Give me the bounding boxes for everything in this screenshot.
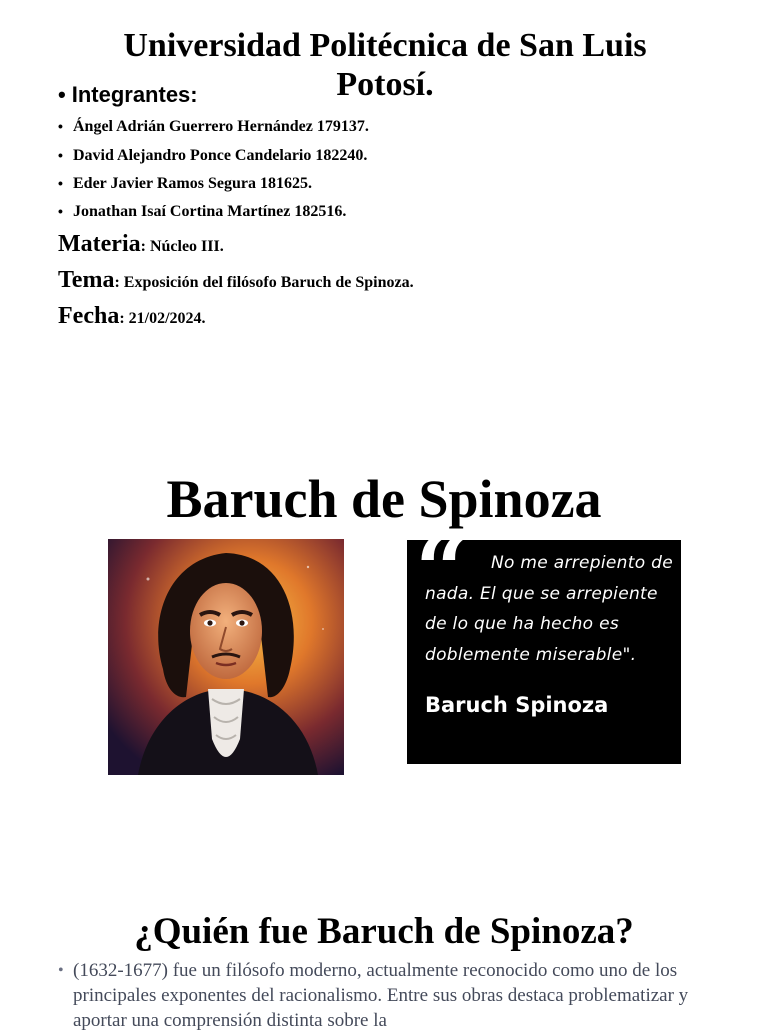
member-item [58,118,369,136]
member-item [58,147,367,165]
spinoza-title: Baruch de Spinoza [166,469,602,529]
tema-field: Tema: Exposición del filósofo Baruch de Spinoza. [58,267,414,293]
university-title: Universidad Politécnica de San Luis Potosí. [123,27,647,103]
quote-author: Baruch Spinoza [425,693,609,717]
member-name: Eder Javier Ramos Segura 181625. [73,175,312,192]
tema-label: Tema [58,267,115,293]
integrantes-heading: • Integrantes: [58,82,198,107]
member-name: Jonathan Isaí Cortina Martínez 182516. [73,203,347,220]
materia-value: Núcleo III. [149,238,224,255]
who-title: ¿Quién fue Baruch de Spinoza? [134,911,634,952]
member-item [58,203,346,221]
fecha-label: Fecha [58,303,120,329]
materia-field: Materia: Núcleo III. [58,231,224,257]
member-name: Ángel Adrián Guerrero Hernández 179137. [73,118,369,135]
bullet-icon: • [58,147,63,163]
member-item [58,175,312,193]
fecha-field: Fecha: 21/02/2024. [58,303,206,329]
integrantes-label: Integrantes [71,82,191,107]
fecha-value: 21/02/2024. [128,310,206,327]
quote-text: No me arrepiento de nada. El que se arrepiente de lo que ha hecho es doblemente miserable". [425,553,673,665]
bullet-icon: • [58,175,63,191]
bullet-icon: • [58,82,66,107]
bullet-icon: • [58,203,63,219]
member-name: David Alejandro Ponce Candelario 182240. [73,147,368,164]
bullet-icon: • [58,962,64,979]
who-body-text: (1632-1677) fue un filósofo moderno, actualmente reconocido como uno de los principales exponentes del racionalismo. Entre sus obras destaca problematizar y aportar una comprensión distinta sobre la [73,960,689,1031]
tema-value: Exposición del filósofo Baruch de Spinoza. [123,274,414,291]
who-body [58,958,718,1033]
spinoza-portrait [108,539,344,775]
bullet-icon: • [58,118,63,134]
quote-mark-icon: “ [415,516,470,626]
materia-label: Materia [58,231,141,257]
quote-card [407,516,681,764]
